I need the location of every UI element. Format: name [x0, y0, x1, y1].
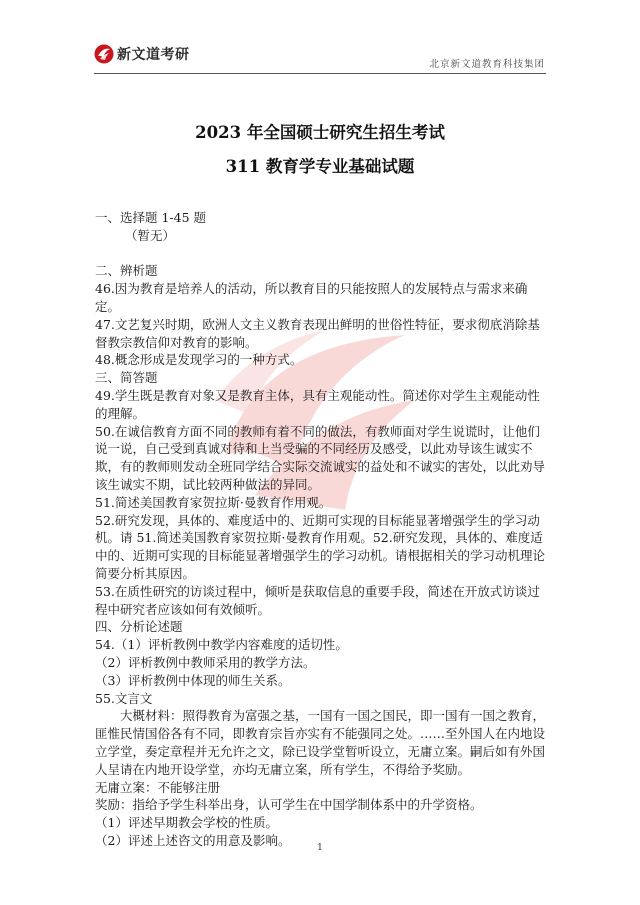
- question-53: 53.在质性研究的访谈过程中，倾听是获取信息的重要手段，简述在开放式访谈过程中研究者应该如何有效倾听。: [95, 583, 540, 617]
- organization-name: 北京新文道教育科技集团: [429, 59, 545, 70]
- question-55: 55.文言文: [95, 690, 153, 706]
- brand-logo: [94, 44, 190, 64]
- question-48: 48.概念形成是发现学习的一种方式。: [95, 352, 303, 368]
- classical-text-material: 大概材料：照得教育为富强之基，一国有一国之国民，即一国有一国之教育，匪惟民情国俗各有不同，即教育宗旨亦实有不能强同之处。……至外国人在内地设立学堂，奏定章程并无允许之文，除已设学堂暂听设立，无庸立案。嗣后如有外国人呈请在内地开设学堂，亦均无庸立案，所有学生，不得给予奖励。: [95, 708, 546, 777]
- page-header: [0, 0, 640, 80]
- term-definition: 奖励：指给予学生科举出身，认可学生在中国学制体系中的升学资格。: [95, 797, 483, 813]
- brand-logo-icon: [94, 44, 114, 64]
- section-heading: 三、简答题: [95, 370, 158, 386]
- exam-title: 2023 年全国硕士研究生招生考试: [195, 123, 445, 142]
- header-divider: [94, 73, 546, 74]
- question-54-part-1: 54.（1）评析教例中教学内容难度的适切性。: [95, 637, 348, 653]
- question-54-part-3: （3）评析教例中体现的师生关系。: [95, 672, 291, 688]
- exam-subtitle: 311 教育学专业基础试题: [225, 157, 415, 176]
- question-52: 52.研究发现，具体的、难度适中的、近期可实现的目标能显著增强学生的学习动机。请 51.简述美国教育家贺拉斯·曼教育作用观。52.研究发现，具体的、难度适中的、近期可实现的目标能显著增强学生的学习动机。请根据相关的学习动机理论简要分析其原因。: [95, 512, 546, 581]
- question-47: 47.文艺复兴时期，欧洲人文主义教育表现出鲜明的世俗性特征，要求彻底消除基督教宗教信仰对教育的影响。: [95, 316, 540, 350]
- note-text: （暂无）: [125, 227, 176, 243]
- term-definition: 无庸立案：不能够注册: [95, 779, 221, 795]
- question-55-part-2: （2）评述上述咨文的用意及影响。: [95, 832, 291, 848]
- question-54-part-2: （2）评析教例中教师采用的教学方法。: [95, 654, 316, 670]
- spacer: [95, 245, 547, 263]
- section-heading: 四、分析论述题: [95, 619, 183, 635]
- question-50: 50.在诚信教育方面不同的教师有着不同的做法，有教师面对学生说谎时，让他们说一说，自己受到真诚对待和上当受骗的不同经历及感受，以此劝导该生诚实不欺，有的教师则发动全班同学结合实际交流诚实的益处和不诚实的害处，以此劝导该生诚实不期，试比较两种做法的异同。: [95, 423, 546, 492]
- section-heading: 一、选择题 1-45 题: [95, 210, 207, 225]
- question-46: 46.因为教育是培养人的活动，所以教育目的只能按照人的发展特点与需求来确定。: [95, 281, 528, 314]
- question-55-part-1: （1）评述早期教会学校的性质。: [95, 815, 278, 831]
- exam-body: [95, 209, 547, 850]
- page-number: 1: [317, 843, 323, 853]
- brand-name: 新文道考研: [117, 47, 190, 63]
- section-heading: 二、辨析题: [95, 263, 158, 279]
- question-51: 51.简述美国教育家贺拉斯·曼教育作用观。: [95, 494, 332, 510]
- question-49: 49.学生既是教育对象又是教育主体，具有主观能动性。简述你对学生主观能动性的理解。: [95, 387, 540, 421]
